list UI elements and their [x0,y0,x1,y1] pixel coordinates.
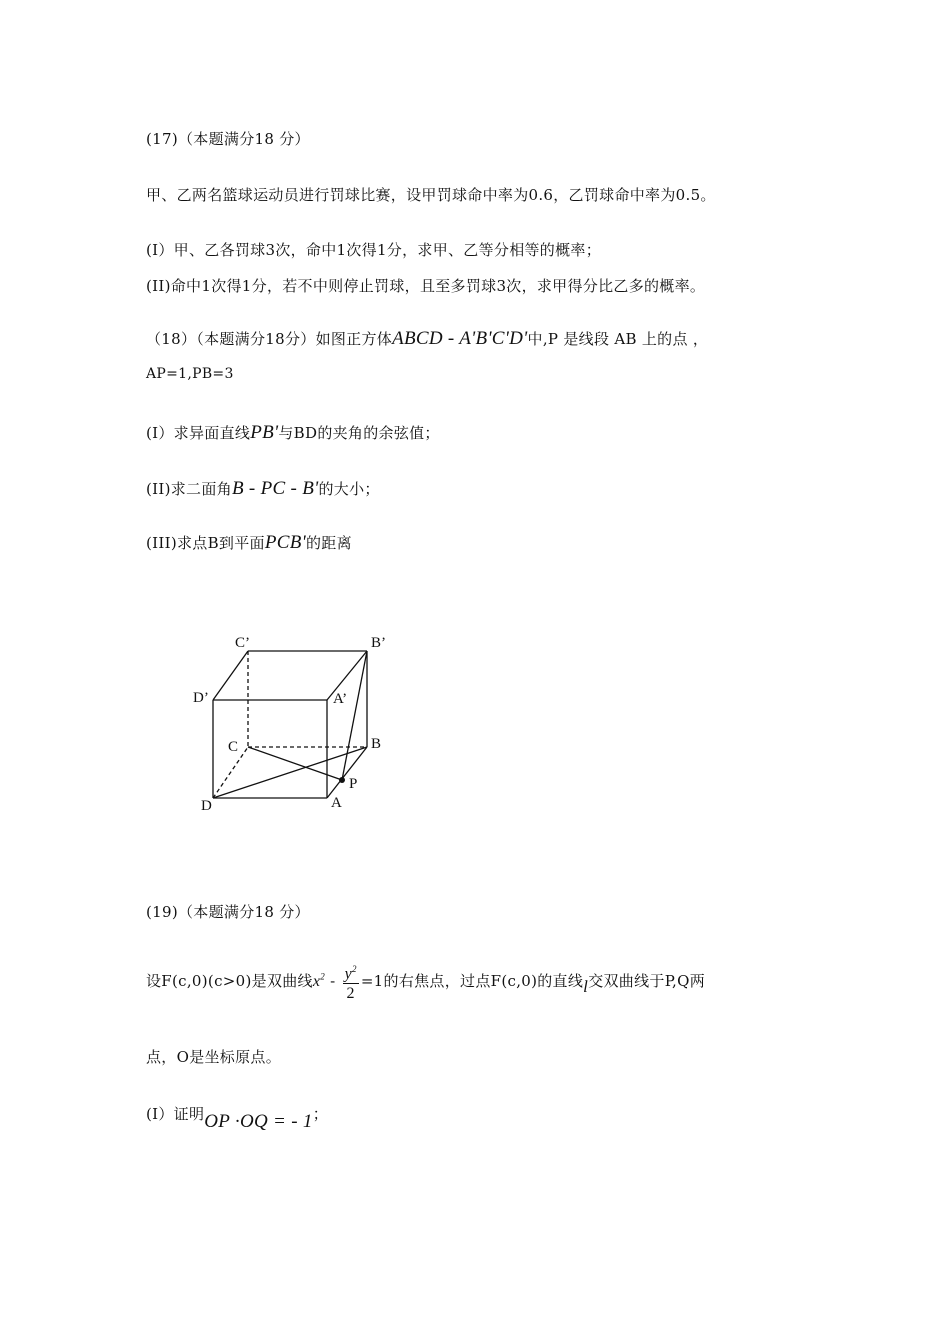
eq-x: $x^2$ [312,971,326,991]
line-variable: l [583,977,589,997]
q18-cube-name: ABCD - A'B'C'D' [392,328,528,349]
q19-part1-suffix: ； [312,1105,329,1123]
q18-part2 [146,478,380,500]
q19-part1-math: OP ·OQ = - 1 [204,1111,313,1132]
label-d: D [201,798,212,814]
label-c-prime: C’ [235,635,250,651]
q19-line1-prefix: 设F(c,0)(c>0)是双曲线 [146,972,313,991]
q18-part3 [146,532,352,554]
segment-p-bprime [342,651,367,780]
segment-c-p [248,747,342,780]
label-p: P [349,776,358,792]
q18-heading-line [146,328,708,350]
eq-fraction: $\frac{y^2}{2}$ [343,960,359,1004]
q18-part1 [146,422,440,444]
q18-part1-prefix: (I）求异面直线 [146,424,251,442]
label-a: A [331,795,342,811]
eq-numerator: y [344,965,352,983]
edge-dprime-cprime [213,651,248,700]
q18-part1-math: PB' [250,422,279,443]
q18-part3-suffix: 的距离 [305,534,352,552]
eq-rhs: =1 [360,972,384,991]
q17-part2: (II)命中1次得1分，若不中则停止罚球，且至多罚球3次，求甲得分比乙多的概率。 [146,277,706,295]
q19-line1-mid: 的右焦点，过点F(c,0)的直线 [383,972,584,991]
q19-line1-suffix: 交双曲线于P,Q两 [588,972,706,991]
label-a-prime: A’ [333,691,348,707]
label-b-prime: B’ [371,635,386,651]
q19-line1 [146,960,705,1004]
q18-part2-suffix: 的大小； [318,480,380,498]
q18-part3-prefix: (III)求点B到平面 [146,534,265,552]
q18-part2-prefix: (II)求二面角 [146,480,232,498]
q19-part1-prefix: (I）证明 [146,1105,205,1123]
q17-heading: (17)（本题满分18 分） [146,130,310,148]
q17-part1: (I）甲、乙各罚球3次，命中1次得1分，求甲、乙等分相等的概率； [146,241,602,259]
eq-denominator: 2 [346,985,355,1003]
q18-part2-math: B - PC - B' [231,478,319,499]
q18-given: AP=1,PB=3 [146,366,234,382]
label-b: B [371,736,382,752]
q19-heading: (19)（本题满分18 分） [146,903,310,921]
q18-heading: （18）（本题满分18分）如图正方体 [146,330,393,348]
cube-figure [180,625,420,825]
label-d-prime: D’ [193,690,209,706]
q19-line2: 点，O是坐标原点。 [146,1048,281,1066]
q17-intro: 甲、乙两名篮球运动员进行罚球比赛，设甲罚球命中率为0.6，乙罚球命中率为0.5。 [146,186,716,204]
point-p [339,777,345,783]
q18-part3-math: PCB' [264,532,306,553]
label-c: C [228,739,239,755]
q18-heading-tail: 中,P 是线段 AB 上的点 ， [527,330,709,348]
eq-minus: - [330,972,336,991]
q18-part1-suffix: 与BD的夹角的余弦值； [278,424,440,442]
q19-part1 [146,1103,329,1132]
